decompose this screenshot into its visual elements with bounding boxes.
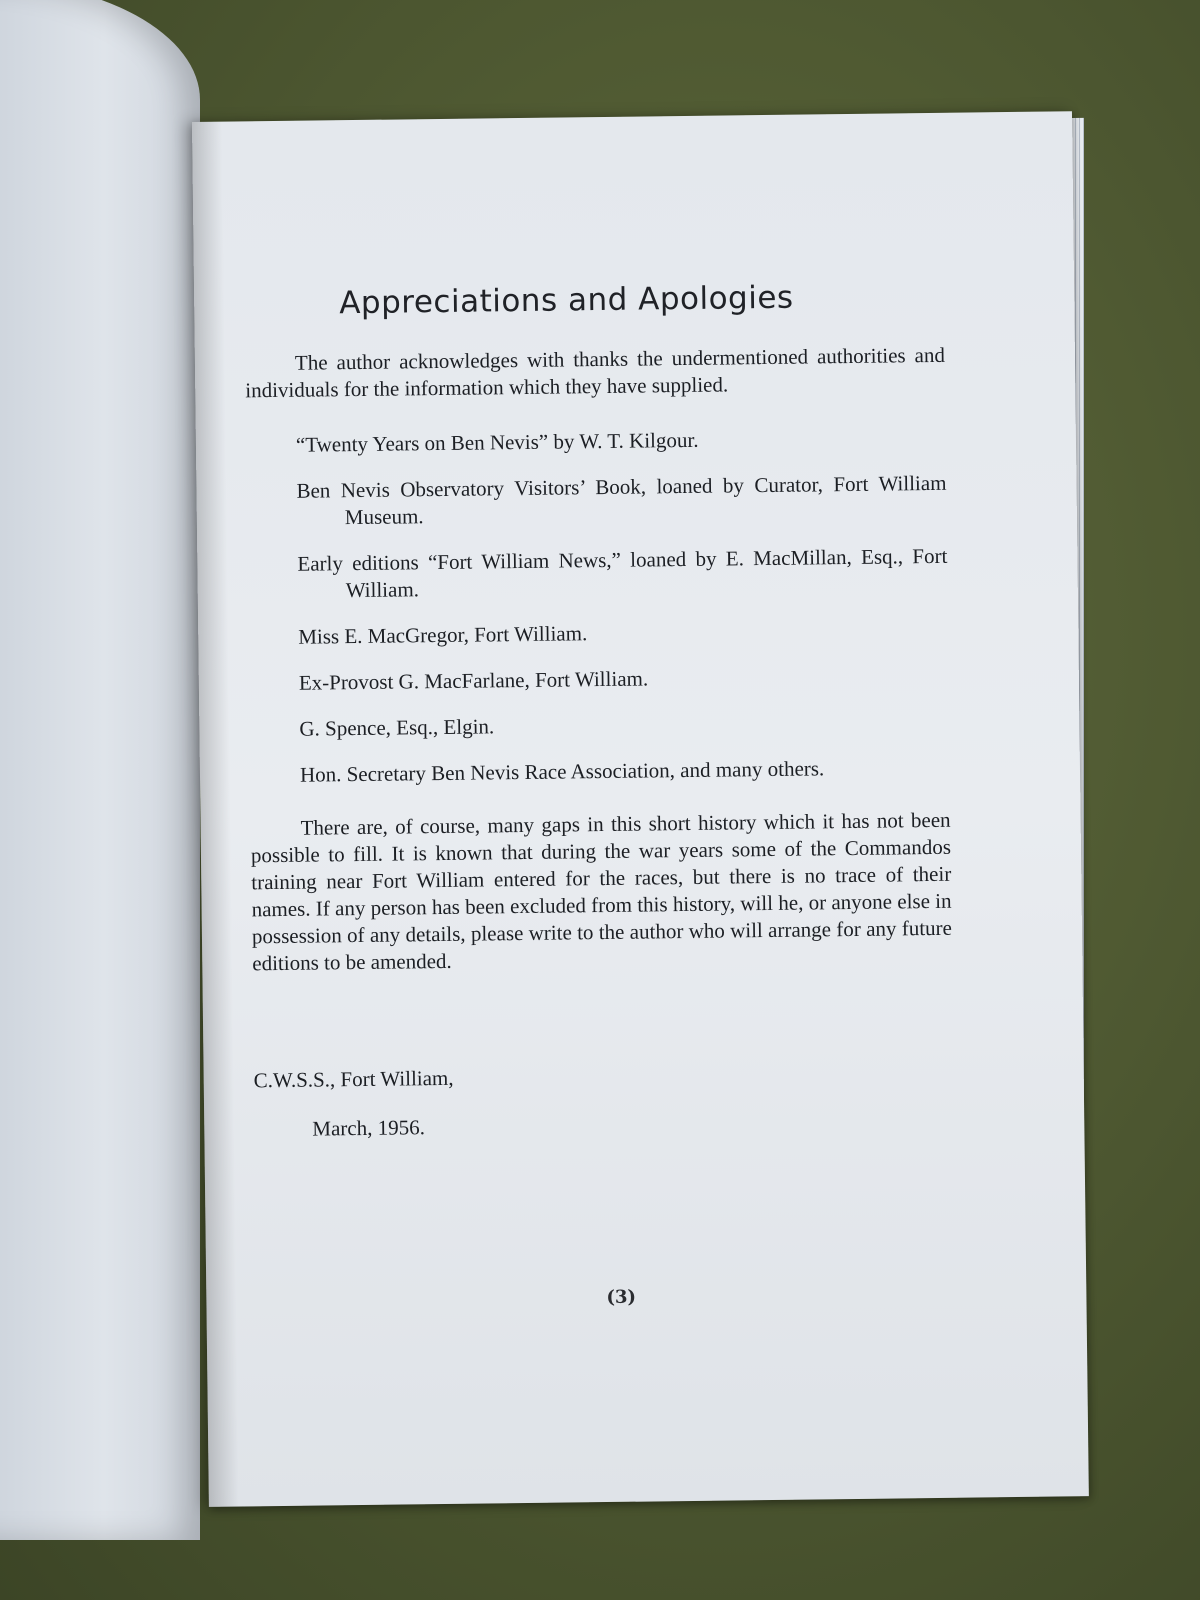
source-item: G. Spence, Esq., Elgin. [299,714,495,741]
closing-paragraph: There are, of course, many gaps in this short history which it has not been possible to fill. It is known that during the war years some of the Commandos training near Fort William entered for the races, but there is no trace of their names. If any person has been excluded from this history, will he, or anyone else in possession of any details, please write to the author who will arrange for any future editions to be amended. [250,807,953,976]
source-item: Ex-Provost G. MacFarlane, Fort William. [298,666,649,695]
signature-block [254,1059,955,1144]
intro-paragraph: The author acknowledges with thanks the undermentioned authorities and individuals for the information which they have supplied. [245,342,946,403]
left-page [0,0,200,1540]
source-item: “Twenty Years on Ben Nevis” by W. T. Kilgour. [295,427,699,457]
source-item: Miss E. MacGregor, Fort William. [298,621,588,649]
source-item: Ben Nevis Observatory Visitors’ Book, loaned by Curator, Fort William Museum. [296,470,947,530]
source-item: Hon. Secretary Ben Nevis Race Association, and many others. [299,756,825,787]
page-number: (3) [606,1286,637,1309]
booklet-page [192,111,1089,1507]
sources-list [246,424,950,790]
signature-org: C.W.S.S., Fort William, [253,1065,454,1093]
page-title: Appreciations and Apologies [339,279,794,322]
source-item: Early editions “Fort William News,” loaned by E. MacMillan, Esq., Fort William. [297,543,948,603]
signature-date: March, 1956. [312,1115,426,1141]
page-content [244,278,954,1143]
